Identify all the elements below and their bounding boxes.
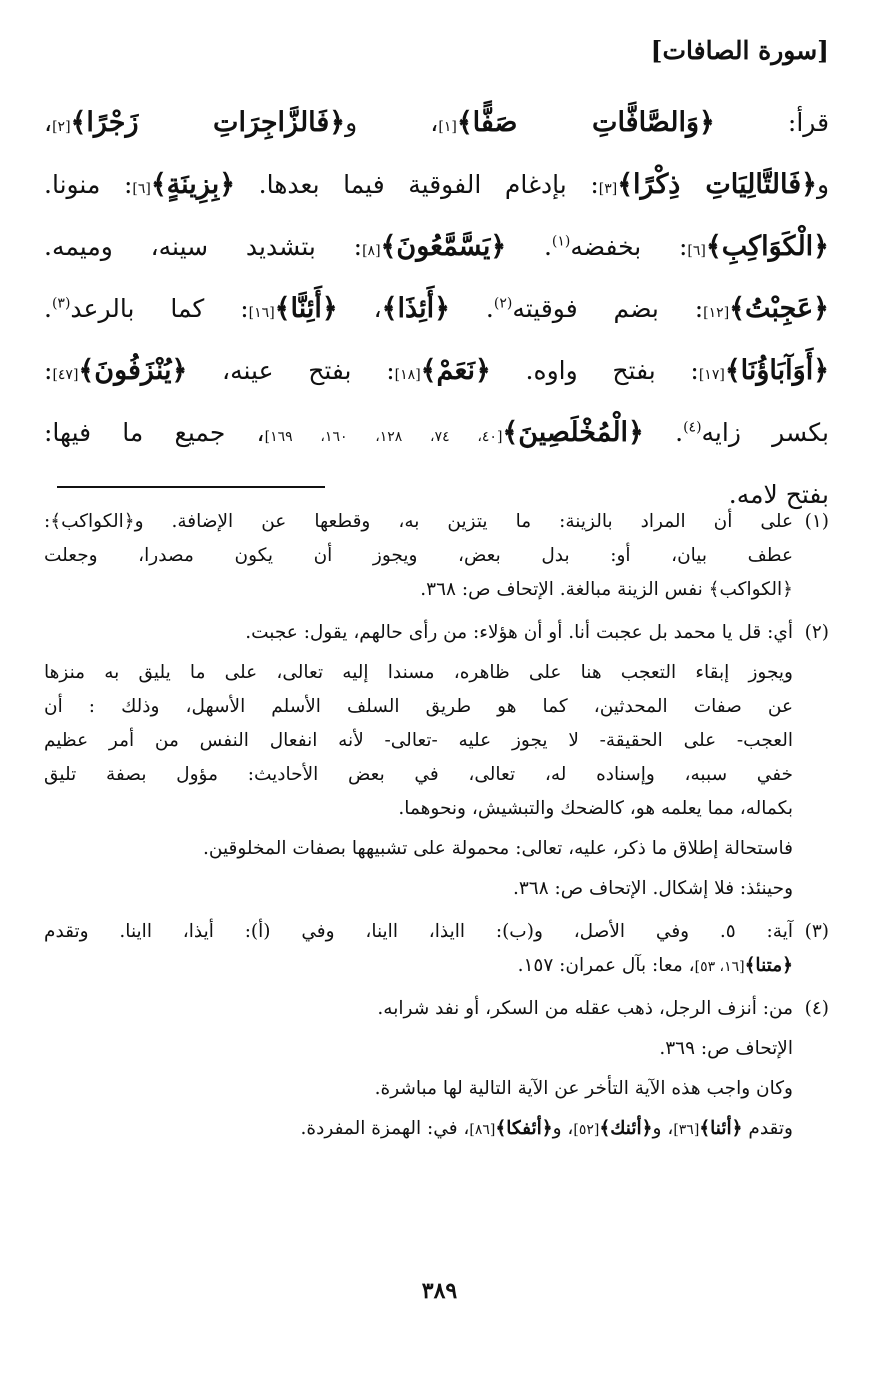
footnote-line: بكماله، مما يعلمه هو، كالضحك والتبشيش، ونحوهما. [398, 798, 793, 819]
verse-ref: [١] [438, 119, 457, 135]
footnote-text: ، و [552, 1118, 574, 1139]
text-run: بكسر زايه [701, 418, 830, 447]
footnote-line: فاستحالة إطلاق ما ذكر، عليه، تعالى: محمولة على تشبيهها بصفات المخلوقين. [202, 838, 793, 859]
verse-ref: [٣٦] [673, 1122, 700, 1138]
quran-word: ﴿وَالصَّافَّاتِ صَفًّا﴾ [456, 107, 715, 138]
footnote-line: العجب- على الحقيقة- لا يجوز عليه -تعالى- لأنه انفعال النفس من أمر عظيم [44, 730, 793, 751]
quran-word: ﴿فَالتَّالِيَاتِ ذِكْرًا﴾ [617, 169, 817, 200]
footnote-marker[interactable]: (٢) [493, 295, 513, 312]
quran-word: ﴿يَسَّمَّعُونَ﴾ [380, 231, 507, 262]
footnote-number: (٢) [804, 622, 829, 643]
footnote-text: ، و [652, 1118, 674, 1139]
footnote-line: خفي سببه، وإسناده له، تعالى، في بعض الأحاديث: مؤول بصفة تليق [44, 764, 793, 785]
verse-ref: [٨] [362, 243, 381, 259]
footnote-3 [44, 915, 829, 983]
text-run: . [44, 294, 52, 323]
verse-ref: [٨٦] [469, 1122, 496, 1138]
quran-word: ﴿يُنْزَفُونَ﴾ [78, 355, 188, 386]
text-run: : بإدغام الفوقية فيما بعدها. [235, 170, 599, 199]
quran-word: ﴿أئنك﴾ [599, 1118, 653, 1139]
footnote-text: ، في: الهمزة المفردة. [300, 1118, 470, 1139]
main-text [44, 92, 829, 526]
quran-word: ﴿بِزِينَةٍ﴾ [150, 169, 236, 200]
verse-ref: [٣] [598, 181, 618, 197]
main-line-6 [44, 402, 829, 464]
footnote-text: وتقدم [742, 1118, 793, 1139]
footnotes [44, 505, 829, 1155]
quran-word: ﴿أَئِذَا﴾ [381, 293, 451, 324]
footnote-line [44, 616, 829, 650]
quran-word: ﴿عَجِبْتُ﴾ [729, 293, 829, 324]
footnote-line [44, 949, 829, 983]
verse-ref: [٦] [687, 243, 706, 259]
text-run: : [44, 356, 53, 385]
text-run: ، جميع ما فيها: [44, 418, 265, 447]
verse-ref: [٢] [52, 119, 71, 135]
verse-ref: [١٦] [248, 305, 275, 321]
footnote-line [44, 915, 829, 949]
verse-ref: [٤٧] [52, 367, 79, 383]
verse-ref: [٦] [132, 181, 151, 197]
text-run: : بفتح عينه، [187, 356, 395, 385]
text-run: : بتشديد سينه، وميمه. [44, 232, 363, 261]
footnote-line: عطف بيان، أو: بدل بعض، ويجوز أن يكون مصدرا، وجعلت [44, 545, 793, 566]
quran-word: ﴿أئفكا﴾ [495, 1118, 553, 1139]
footnote-line: عن صفات المحدثين، كما هو طريق السلف الأسلم الأسهل، وذلك : أن [44, 696, 793, 717]
footnote-number: (١) [804, 511, 829, 532]
footnote-line: وكان واجب هذه الآية التأخر عن الآية التالية لها مباشرة. [374, 1078, 793, 1099]
page-number: ٣٨٩ [421, 1278, 458, 1304]
footnote-marker[interactable]: (٣) [51, 295, 71, 312]
verse-ref: [٤٠، ٧٤، ١٢٨، ١٦٠، ١٦٩] [264, 429, 503, 445]
footnote-1 [44, 505, 829, 607]
footnote-marker[interactable]: (١) [551, 233, 571, 250]
footnote-line [44, 1112, 829, 1146]
quran-word: ﴿الْمُخْلَصِينَ﴾ [502, 417, 644, 448]
verse-ref: [١٦، ٥٣] [694, 959, 745, 975]
main-line-5 [44, 340, 829, 402]
text-run: . [643, 418, 684, 447]
surah-title: [سورة الصافات] [650, 36, 829, 65]
main-line-1 [44, 92, 829, 154]
footnote-line: ﴿الكواكب﴾ نفس الزينة مبالغة. الإتحاف ص: ٣٦٨. [420, 579, 793, 600]
main-line-3 [44, 216, 829, 278]
quran-word: ﴿أَوَآبَاؤُنَا﴾ [724, 355, 830, 386]
footnote-line: ويجوز إبقاء التعجب هنا على ظاهره، مسندا إليه تعالى، على ما يليق به منزها [44, 662, 793, 683]
text-run: . [506, 232, 552, 261]
text-run: . [450, 294, 494, 323]
footnote-text: ، معا: بآل عمران: ١٥٧. [517, 955, 695, 976]
footnote-text: آية: ٥. وفي الأصل، و(ب): اايذا، ااينا، وفي (أ): أيذا، ااينا. وتقدم [44, 921, 793, 942]
text-run: ، [337, 294, 382, 323]
text-run: ، [44, 108, 53, 137]
footnote-text: أي: قل يا محمد بل عجبت أنا. أو أن هؤلاء: من رأى حالهم، يقول: عجبت. [245, 622, 793, 643]
footnote-text: من: أنزف الرجل، ذهب عقله من السكر، أو نفد شرابه. [377, 998, 793, 1019]
footnote-line: وحينئذ: فلا إشكال. الإتحاف ص: ٣٦٨. [512, 878, 793, 899]
verse-ref: [٥٢] [573, 1122, 600, 1138]
quran-word: ﴿الْكَوَاكِبِ﴾ [705, 231, 829, 262]
footnote-number: (٤) [804, 998, 829, 1019]
text-run: : بضم فوقيته [512, 294, 704, 323]
footnote-line [44, 992, 829, 1026]
footnote-marker[interactable]: (٤) [683, 419, 702, 436]
footnote-number: (٣) [804, 921, 829, 942]
text-run: : بفتح واوه. [490, 356, 699, 385]
main-line-2 [44, 154, 829, 216]
quran-word: ﴿أئنا﴾ [699, 1118, 743, 1139]
main-line-4 [44, 278, 829, 340]
footnote-2 [44, 616, 829, 906]
text-run: : بخفضه [570, 232, 688, 261]
text-run: قرأ: [714, 108, 830, 137]
verse-ref: [١٧] [698, 367, 725, 383]
quran-word: ﴿متنا﴾ [744, 955, 793, 976]
quran-word: ﴿أَئِنَّا﴾ [274, 293, 338, 324]
text-run: و [816, 170, 830, 199]
quran-word: ﴿نَعَمْ﴾ [420, 355, 491, 386]
footnote-4 [44, 992, 829, 1146]
footnote-line: الإتحاف ص: ٣٦٩. [659, 1038, 793, 1059]
text-run: بفتح لامه. [728, 480, 829, 509]
text-run: ، و [345, 108, 439, 137]
text-run: : كما بالرعد [70, 294, 249, 323]
quran-word: ﴿فَالزَّاجِرَاتِ زَجْرًا﴾ [70, 107, 346, 138]
text-run: : منونا. [44, 170, 133, 199]
footnote-text: على أن المراد بالزينة: ما يتزين به، وقطعها عن الإضافة. و﴿الكواكب﴾: [44, 511, 793, 532]
verse-ref: [١٢] [703, 305, 730, 321]
footnote-line [44, 505, 829, 539]
verse-ref: [١٨] [394, 367, 421, 383]
footnote-separator [57, 486, 325, 488]
